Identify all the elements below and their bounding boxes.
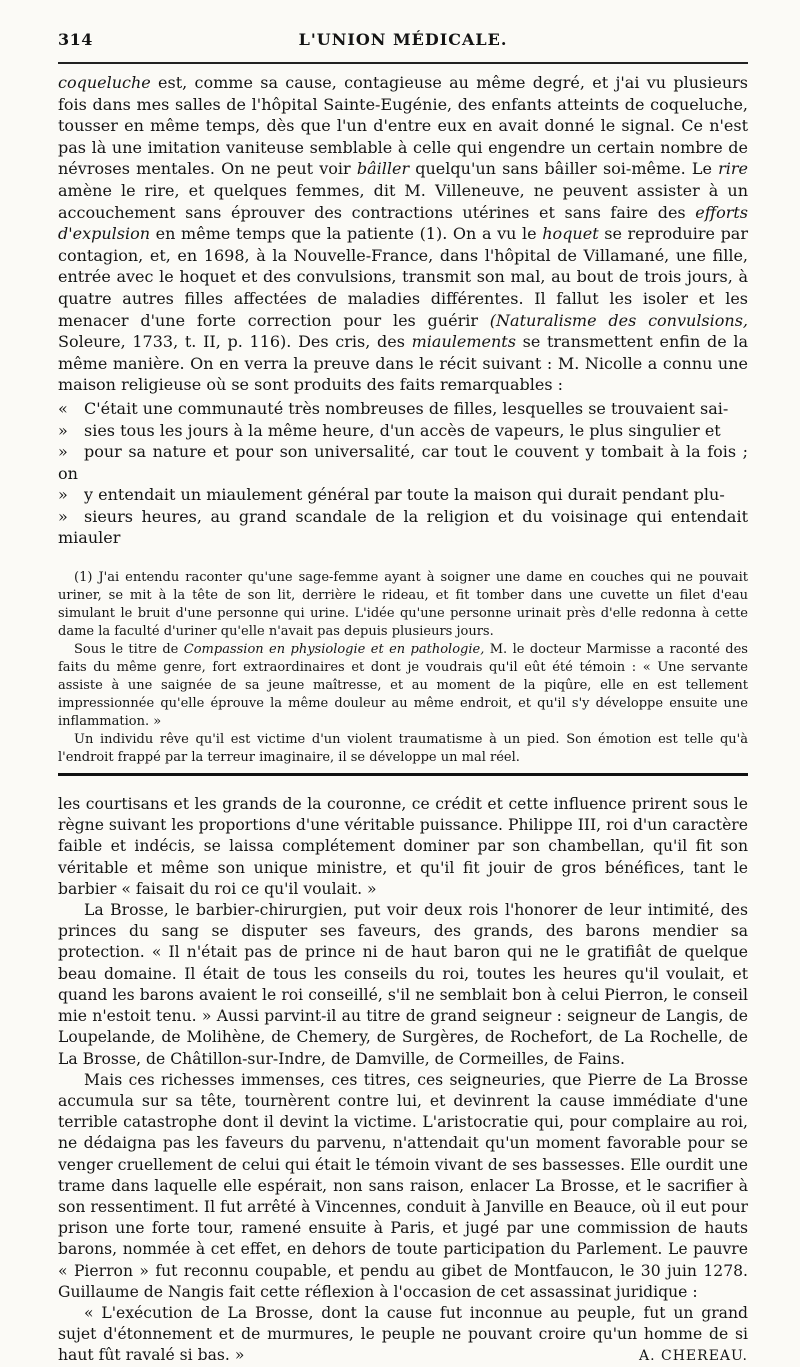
main-text — [58, 72, 748, 396]
paragraph: Mais ces richesses immenses, ces titres, ces seigneuries, que Pierre de La Brosse accumula sur sa tête, tournèrent contre lui, et devinrent la cause immédiate d'une terrible catastrophe dont il devint la victime. L'aristocratie qui, pour complaire au roi, ne dédaigna pas les faveurs du parvenu, n'attendait qu'un moment favorable pour se venger cruellement de celui qui était le témoin vivant de ses bassesses. Elle ourdit une trame dans laquelle elle espérait, non sans raison, enlacer La Brosse, et le sacrifier à son ressentiment. Il fut arrêté à Vincennes, conduit à Janville en Beauce, où il eut pour prison une forte tour, ramené ensuite à Paris, et jugé par une commission de hauts barons, nommée à cet effet, en dehors de toute participation du Parlement. Le pauvre « Pierron » fut reconnu coupable, et pendu au gibet de Montfaucon, le 30 juin 1278. Guillaume de Nangis fait cette réflexion à l'occasion de cet assassinat juridique : — [58, 1070, 748, 1301]
quote-line — [58, 506, 748, 549]
footnote-2 — [58, 641, 748, 731]
quote-line — [58, 420, 748, 442]
footnote-1: (1) J'ai entendu raconter qu'une sage-femme ayant à soigner une dame en couches qui ne pouvait uriner, se mit à la tête de son lit, derrière le rideau, et fit tomber dans une cuvette un filet d'eau simulant le bruit d'une personne qui urine. L'idée qu'une personne urinait près d'elle redonna à cette dame la faculté d'uriner qu'elle n'avait pas depuis plusieurs jours. — [58, 570, 748, 640]
header-rule — [58, 62, 748, 64]
quote-line — [58, 398, 748, 420]
text-run: se reproduire par contagion, et, en 1698, à la Nouvelle-France, dans l'hôpital de Villamané, une fille, entrée avec le hoquet et des convulsions, transmit son mal, au bout de trois jours, à quatre autres filles affectées de maladies différentes. Il fallut les isoler et les menacer d'une forte correction pour les guérir — [58, 224, 748, 330]
quote-text: pour sa nature et pour son universalité, car tout le couvent y tombait à la fois ; on — [58, 442, 748, 483]
quote-mark: » — [58, 485, 68, 505]
italic-term: efforts d'expulsion — [58, 202, 748, 244]
text-run: en même temps que la patiente (1). On a vu le — [150, 224, 543, 244]
quote-mark: « — [58, 398, 68, 418]
paragraph-contagion — [58, 72, 748, 396]
italic-term: rire — [718, 159, 748, 179]
italic-term: miaulements — [411, 332, 516, 352]
quote-mark: » — [58, 420, 68, 440]
text-run: se transmettent enfin de la même manière. On en verra la preuve dans le récit suivant : M. Nicolle a connu une maison religieuse où se sont produits des faits remarquables : — [58, 332, 749, 395]
quote-text: C'était une communauté très nombreuses de filles, lesquelles se trouvaient sai- — [84, 398, 729, 418]
paragraph: « L'exécution de La Brosse, dont la cause fut inconnue au peuple, fut un grand sujet d'étonnement et de murmures, le peuple ne pouvant croire qu'un homme de si haut fût ravalé si bas. » — [58, 1303, 748, 1365]
quote-line — [58, 484, 748, 506]
italic-citation: (Naturalisme des convulsions, — [489, 310, 748, 330]
italic-term: bâiller — [356, 159, 410, 179]
section-separator — [58, 773, 748, 776]
text-run: est, comme sa cause, contagieuse au même degré, et j'ai vu plusieurs fois dans mes salles de l'hôpital Sainte-Eugénie, des enfants atteints de coqueluche, tousser en même temps, dès que l'un d'entre eux en avait donné le signal. Ce n'est pas là une imitation vaniteuse semblable à celle qui engendre un certain nombre de névroses mentales. On ne peut voir — [58, 73, 748, 179]
page-number: 314 — [58, 30, 93, 49]
text-run: quelqu'un sans bâiller soi-même. Le — [409, 159, 719, 179]
author-signature: A. CHEREAU. — [639, 1347, 748, 1364]
italic-term: hoquet — [542, 224, 599, 244]
text-run: M. le docteur Marmisse a raconté des faits du même genre, fort extraordinaires et dont je voudrais qu'il eût été témoin : « Une servante assiste à une saignée de sa jeune maîtresse, et au moment de la piqûre, elle en est tellement impressionnée qu'elle éprouve la même douleur au même endroit, et qu'il s'y développe ensuite une inflammation. » — [58, 642, 748, 730]
paragraph: La Brosse, le barbier-chirurgien, put voir deux rois l'honorer de leur intimité, des princes du sang se disputer ses faveurs, des grands, des barons mendier sa protection. « Il n'était pas de prince ni de haut baron qui ne le gratifiât de quelque beau domaine. Il était de tous les conseils du roi, toutes les heures qu'il voulait, et quand les barons avaient le roi conseillé, s'il ne semblait bon à celui Pierron, le conseil mie n'estoit tenu. » Aussi parvint-il au titre de grand seigneur : seigneur de Langis, de Loupelande, de Molihène, de Chemery, de Surgères, de Rochefort, de La Rochelle, de La Brosse, de Châtillon-sur-Indre, de Damville, de Cormeilles, de Fains. — [58, 901, 748, 1068]
quote-text: y entendait un miaulement général par toute la maison qui durait pendant plu- — [84, 485, 725, 505]
footnote-3: Un individu rêve qu'il est victime d'un violent traumatisme à un pied. Son émotion est telle qu'à l'endroit frappé par la terreur imaginaire, il se développe un mal réel. — [58, 732, 748, 766]
quote-text: sies tous les jours à la même heure, d'un accès de vapeurs, le plus singulier et — [84, 420, 721, 440]
running-header — [58, 0, 748, 58]
text-run: amène le rire, et quelques femmes, dit M. Villeneuve, ne peuvent assister à un accouchement sans éprouver des contractions utérines et sans faire des — [58, 180, 748, 222]
quote-mark: » — [58, 442, 68, 462]
italic-citation: Compassion en physiologie et en pathologie, — [183, 642, 485, 658]
paragraph: les courtisans et les grands de la couronne, ce crédit et cette influence prirent sous le règne suivant les proportions d'une véritable puissance. Philippe III, roi d'un caractère faible et indécis, se laissa complétement dominer par son chambellan, qu'il fit son véritable et même son unique ministre, et qu'il fit jouir de gros bénéfices, tant le barbier « faisait du roi ce qu'il voulait. » — [58, 795, 748, 898]
text-run: Sous le titre de — [74, 642, 184, 658]
text-run: Soleure, 1733, t. II, p. 116). Des cris, des — [58, 332, 412, 352]
feuilleton-text — [58, 794, 748, 1367]
journal-title: L'UNION MÉDICALE. — [298, 30, 508, 49]
quote-mark: » — [58, 506, 68, 526]
quotation-block — [58, 398, 748, 549]
footnotes — [58, 569, 748, 767]
quote-line — [58, 441, 748, 484]
quote-text: sieurs heures, au grand scandale de la religion et du voisinage qui entendait miauler — [58, 506, 748, 548]
italic-term: coqueluche — [58, 73, 151, 92]
